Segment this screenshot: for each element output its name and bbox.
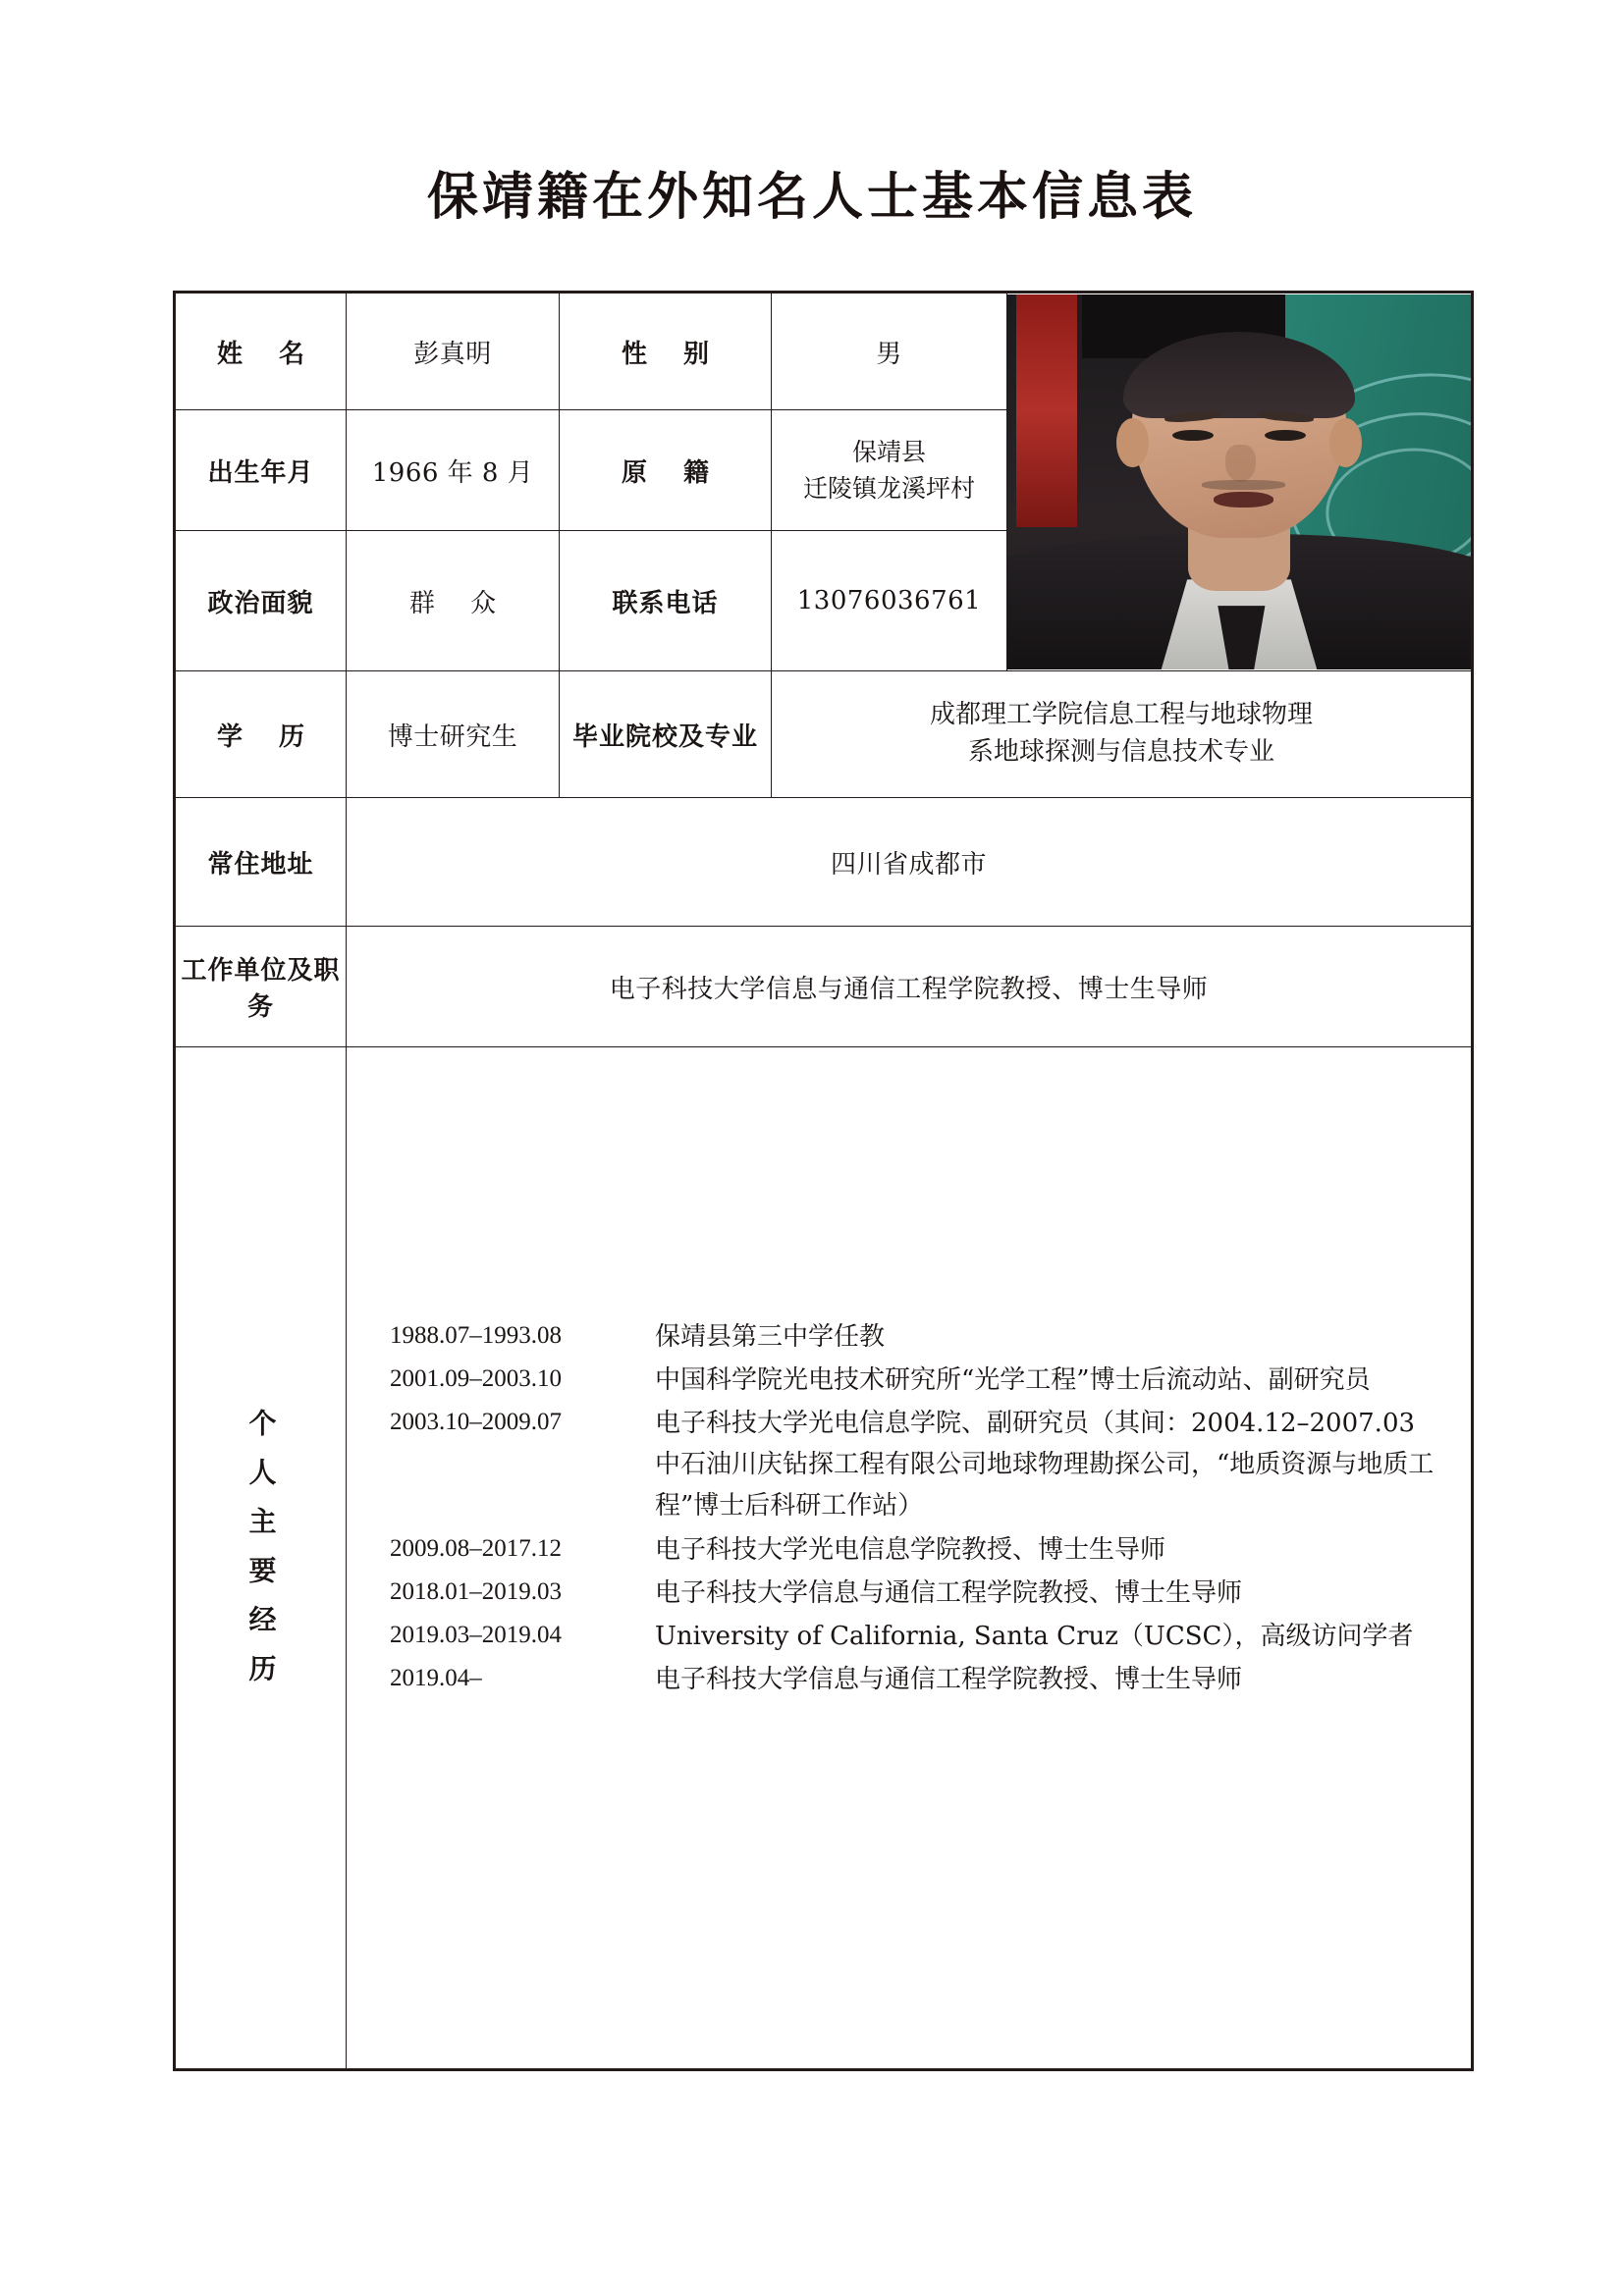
label-birth-date: 出生年月 [175,410,347,531]
experience-entry-date: 2019.04– [390,1664,482,1691]
experience-entry [390,1616,1447,1657]
experience-entry-description: 电子科技大学光电信息学院教授、博士生导师 [655,1534,1166,1565]
person-info-table [173,291,1474,2071]
value-gender: 男 [772,293,1007,410]
value-name: 彭真明 [347,293,560,410]
value-origin [772,410,1007,531]
page-title: 保靖籍在外知名人士基本信息表 [426,167,1197,227]
experience-entry [390,1316,1447,1358]
label-experience-cell [175,1047,347,2070]
photo-ear-left [1116,418,1149,467]
table-row-address [175,798,1473,927]
value-political-status: 群 众 [347,531,560,671]
label-experience: 个人主要经历 [244,1409,278,1703]
experience-entry-date: 2001.09–2003.10 [390,1365,562,1393]
photo-nose [1225,445,1256,482]
label-political-status: 政治面貌 [175,531,347,671]
photo-ear-right [1329,418,1362,467]
value-birth-date: 1966 年 8 月 [347,410,560,531]
label-work-unit: 工作单位及职务 [175,927,347,1047]
experience-entry-date: 2018.01–2019.03 [390,1577,562,1605]
photo-eye-right [1265,430,1306,441]
label-address: 常住地址 [175,798,347,927]
label-education: 学 历 [175,671,347,798]
experience-list [347,1316,1471,1700]
value-phone: 13076036761 [772,531,1007,671]
label-school-major: 毕业院校及专业 [560,671,772,798]
value-school-major-line2: 系地球探测与信息技术专业 [967,737,1274,767]
table-row-work [175,927,1473,1047]
experience-entry [390,1529,1447,1571]
photo-eye-left [1172,430,1214,441]
experience-entry-date: 2009.08–2017.12 [390,1534,562,1562]
value-origin-line2: 迁陵镇龙溪坪村 [802,474,975,503]
value-address: 四川省成都市 [347,798,1473,927]
value-work-unit: 电子科技大学信息与通信工程学院教授、博士生导师 [347,927,1473,1047]
label-phone: 联系电话 [560,531,772,671]
portrait-photo-cell [1007,293,1473,671]
value-school-major-line1: 成都理工学院信息工程与地球物理 [929,700,1313,730]
value-school-major [772,671,1473,798]
value-education: 博士研究生 [347,671,560,798]
label-origin: 原 籍 [560,410,772,531]
photo-background-red-banner [1016,294,1076,527]
experience-entry-description: 保靖县第三中学任教 [655,1322,886,1352]
experience-entry [390,1403,1447,1526]
experience-entry-description: 电子科技大学光电信息学院、副研究员（其间：2004.12–2007.03 中石油川庆钻探工程有限公司地球物理勘探公司，“地质资源与地质工程”博士后科研工作站） [655,1409,1435,1522]
photo-moustache [1202,480,1285,490]
experience-entry [390,1573,1447,1614]
experience-entry [390,1659,1447,1700]
experience-entry-date: 2003.10–2009.07 [390,1409,562,1436]
experience-entry-description: 电子科技大学信息与通信工程学院教授、博士生导师 [655,1577,1243,1608]
photo-mouth [1214,492,1273,507]
experience-entry-date: 2019.03–2019.04 [390,1621,562,1648]
experience-entry-date: 1988.07–1993.08 [390,1322,562,1349]
experience-block [347,1047,1471,2068]
label-gender: 性 别 [560,293,772,410]
table-row-name [175,293,1473,410]
avatar [1007,294,1471,669]
experience-entry [390,1360,1447,1401]
label-name: 姓 名 [175,293,347,410]
experience-entry-description: University of California, Santa Cruz（UCSC），高级访问学者 [655,1621,1414,1651]
table-row-education [175,671,1473,798]
experience-entry-description: 电子科技大学信息与通信工程学院教授、博士生导师 [655,1664,1243,1694]
value-experience-cell [347,1047,1473,2070]
experience-entry-description: 中国科学院光电技术研究所“光学工程”博士后流动站、副研究员 [655,1365,1371,1396]
value-origin-line1: 保靖县 [851,437,926,466]
table-row-experience [175,1047,1473,2070]
